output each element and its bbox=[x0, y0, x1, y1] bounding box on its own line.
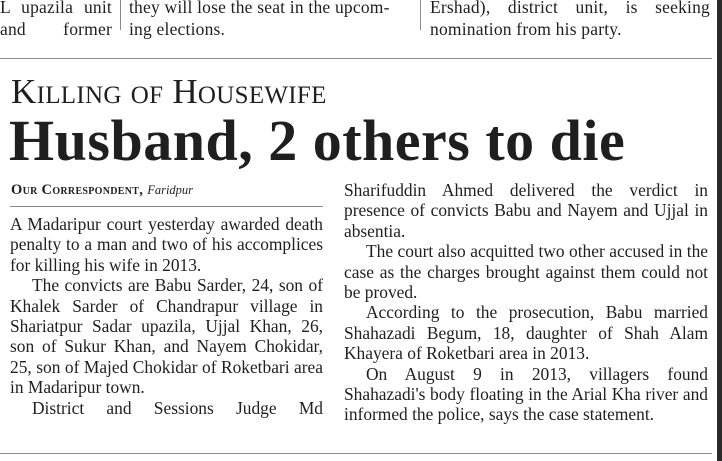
section-divider-top bbox=[0, 58, 712, 59]
article-headline: Husband, 2 others to die bbox=[9, 108, 626, 173]
previous-article-line: they will lose the seat in the upcom- bbox=[129, 0, 390, 17]
article-kicker: Killing of Housewife bbox=[11, 72, 327, 111]
article-paragraph: District and Sessions Judge Md bbox=[32, 397, 323, 418]
article-paragraph: Sharifuddin Ahmed delivered the verdict in presence of convicts Babu and Nayem and Ujjal in absentia. bbox=[344, 180, 708, 241]
byline-name: Our Correspondent, bbox=[11, 182, 144, 198]
article-body-right-column bbox=[344, 180, 708, 425]
previous-article-col2 bbox=[129, 0, 412, 40]
previous-article-line: Ershad), district unit, is seeking bbox=[430, 0, 710, 17]
previous-article-line: and former bbox=[0, 19, 112, 39]
section-divider-bottom bbox=[0, 453, 712, 454]
previous-article-line: ing elections. bbox=[129, 19, 226, 39]
byline bbox=[11, 181, 193, 199]
article-paragraph: A Madaripur court yesterday awarded death penalty to a man and two of his accomplices for killing his wife in 2013. bbox=[10, 214, 323, 275]
previous-article-col1 bbox=[0, 0, 112, 40]
article-paragraph: On August 9 in 2013, villagers found Shahazadi's body floating in the Arial Kha river and informed the police, says the case statement. bbox=[344, 363, 708, 425]
article-body-left-column bbox=[10, 214, 323, 418]
previous-article-line: L upazila unit bbox=[0, 0, 112, 17]
article-paragraph: The convicts are Babu Sarder, 24, son of Khalek Sarder of Chandrapur village in Shariatpur Sadar upazila, Ujjal Khan, 26, son of Sukur Khan, and Nayem Chokidar, 25, son of Majed Chokidar of Roketbari area in Madaripur town. bbox=[10, 275, 323, 398]
article-paragraph: According to the prosecution, Babu married Shahazadi Begum, 18, daughter of Shah Alam Khayera of Roketbari area in 2013. bbox=[344, 302, 708, 364]
article-paragraph: The court also acquitted two other accused in the case as the charges brought against them could not be proved. bbox=[344, 241, 708, 303]
byline-rule bbox=[10, 206, 323, 207]
byline-place: Faridpur bbox=[147, 183, 194, 197]
page-edge bbox=[717, 0, 722, 461]
previous-article-col3 bbox=[430, 0, 710, 40]
column-divider bbox=[420, 0, 421, 30]
column-divider bbox=[120, 0, 121, 30]
previous-article-line: nomination from his party. bbox=[430, 19, 622, 39]
